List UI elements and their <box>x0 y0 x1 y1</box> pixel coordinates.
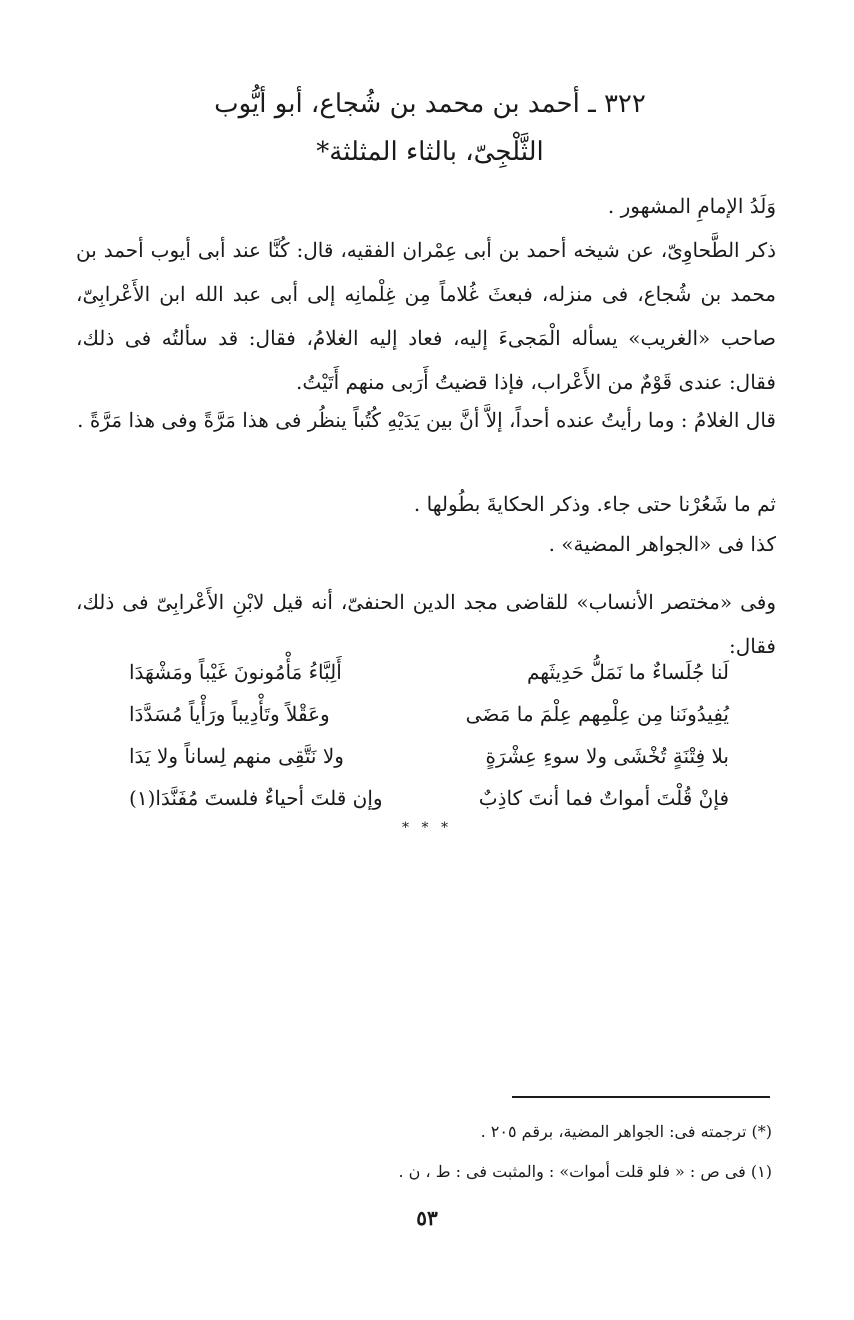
verse-first-hemistich: بلا فِتْنَةٍ تُخْشَى ولا سوءِ عِشْرَةٍ <box>485 744 729 768</box>
paragraph-source: كذا فى «الجواهر المضية» . <box>548 532 776 556</box>
paragraph-ansab: وفى «مختصر الأنساب» للقاضى مجد الدين الحنفىّ، أنه قيل لابْنِ الأَعْرابِىّ فى ذلك، فقال: <box>76 590 776 658</box>
footnote: (*) ترجمته فى: الجواهر المضية، برقم ٢٠٥ . <box>480 1122 772 1141</box>
verse-first-hemistich: فإنْ قُلْتَ أمواتٌ فما أنتَ كاذِبٌ <box>478 786 729 810</box>
verse-second-hemistich: وعَقْلاً وتَأْدِيباً ورَأْياً مُسَدَّدَا <box>129 702 330 726</box>
verse-line <box>129 776 729 820</box>
paragraph-intro: وَلَدُ الإمامِ المشهور . <box>607 194 776 218</box>
footnote: (١) فى ص : « فلو قلت أموات» : والمثبت فى : ط ، ن . <box>398 1162 772 1181</box>
footnote-rule <box>512 1096 770 1098</box>
verse-line <box>129 734 729 778</box>
paragraph-arrival: ثم ما شَعُرْنا حتى جاء. وذكر الحكايةَ بطُولها . <box>413 492 776 516</box>
verse-line <box>129 650 729 694</box>
verse-second-hemistich: ولا نَتَّقِى منهم لِساناً ولا يَدَا <box>129 744 344 768</box>
verse-second-hemistich: أَلِبَّاءُ مَأْمُونونَ غَيْباً ومَشْهَدَا <box>129 660 342 684</box>
verse-first-hemistich: لَنا جُلَساءٌ ما نَمَلُّ حَدِيثَهم <box>526 660 729 684</box>
paragraph-narration: ذكر الطَّحاوِىّ، عن شيخه أحمد بن أبى عِمْران الفقيه، قال: كُنَّا عند أبى أيوب أحمد بن محمد بن شُجاع، فى منزله، فبعثَ غُلاماً مِن غِلْمانِه إلى أبى عبد الله ابن الأَعْرابِىّ، صاحب «الغريب» يسأله الْمَجىءَ إليه، فعاد إليه الغلامُ، فقال: قد سألتُه فى ذلك، فقال: عندى قَوْمٌ من الأَعْراب، فإذا قضيتُ أَرَبى منهم أَتَيْتُ. <box>76 238 776 394</box>
page-number: ٥٣ <box>416 1206 438 1230</box>
verse-line <box>129 692 729 736</box>
verse-first-hemistich: يُفِيدُونَنا مِن عِلْمِهم عِلْمَ ما مَضَى <box>465 702 729 726</box>
section-separator: * * * <box>402 820 452 836</box>
verse-second-hemistich: وإن قلتَ أحياءٌ فلستَ مُفَنَّدَا(١) <box>129 786 383 810</box>
entry-heading: ٣٢٢ ـ أحمد بن محمد بن شُجاع، أبو أيُّوب <box>214 89 646 119</box>
paragraph-servant: قال الغلامُ : وما رأيتُ عنده أحداً، إلاَّ أنَّ بين يَدَيْهِ كُتُباً ينظُر فى هذا مَرَّةً وفى هذا مَرَّةً . <box>77 408 776 432</box>
entry-subheading: الثَّلْجِىّ، بالثاء المثلثة* <box>316 137 544 167</box>
